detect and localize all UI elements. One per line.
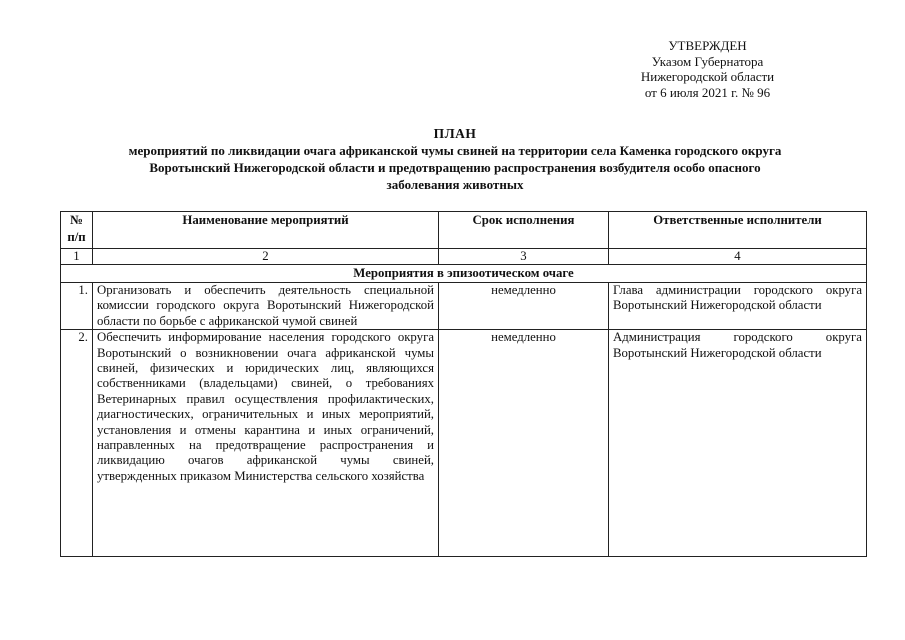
header-num: № п/п: [61, 212, 93, 249]
column-number: 2: [93, 249, 439, 265]
title-heading: ПЛАН: [433, 126, 477, 141]
row-number: 1.: [61, 283, 93, 330]
row-responsible: Глава администрации городского округа Воротынский Нижегородской области: [609, 283, 867, 330]
row-number: 2.: [61, 330, 93, 557]
approval-stamp: [600, 38, 815, 100]
title-line-3: заболевания животных: [386, 177, 524, 192]
section-row: [61, 265, 867, 283]
approval-line-1: УТВЕРЖДЕН: [668, 38, 747, 53]
section-title: Мероприятия в эпизоотическом очаге: [61, 265, 867, 283]
column-number: 4: [609, 249, 867, 265]
table-row: [61, 330, 867, 557]
header-name: Наименование мероприятий: [93, 212, 439, 249]
approval-line-3: Нижегородской области: [640, 69, 775, 84]
header-resp: Ответственные исполнители: [609, 212, 867, 249]
title-line-1: мероприятий по ликвидации очага африканской чумы свиней на территории села Каменка городского округа: [128, 143, 782, 158]
column-number: 3: [439, 249, 609, 265]
approval-line-2: Указом Губернатора: [651, 53, 764, 69]
column-number: 1: [61, 249, 93, 265]
table-header-row: [61, 212, 867, 249]
header-term: Срок исполнения: [439, 212, 609, 249]
row-term: немедленно: [439, 330, 609, 557]
plan-table: [60, 211, 867, 557]
title-line-2: Воротынский Нижегородской области и предотвращению распространения возбудителя особо опасного: [149, 160, 761, 175]
column-number-row: [61, 249, 867, 265]
row-activity: Организовать и обеспечить деятельность специальной комиссии городского округа Воротынский Нижегородской области по борьбе с африканской чумой свиней: [93, 283, 439, 330]
row-term: немедленно: [439, 283, 609, 330]
document-title: [60, 125, 850, 193]
row-responsible: Администрация городского округа Воротынский Нижегородской области: [609, 330, 867, 557]
approval-line-4: от 6 июля 2021 г. № 96: [644, 84, 771, 100]
row-activity: Обеспечить информирование населения городского округа Воротынский о возникновении очага африканской чумы свиней, физических и юридических лиц, являющихся собственниками (владельцами) свиней, о требованиях Ветеринарных правил осуществления профилактических, диагностических, ограничительных и иных мероприятий, установления и отмены карантина и иных ограничений, направленных на предотвращение распространения и ликвидацию очагов африканской чумы свиней, утвержденных приказом Министерства сельского хозяйства: [93, 330, 439, 557]
table-row: [61, 283, 867, 330]
